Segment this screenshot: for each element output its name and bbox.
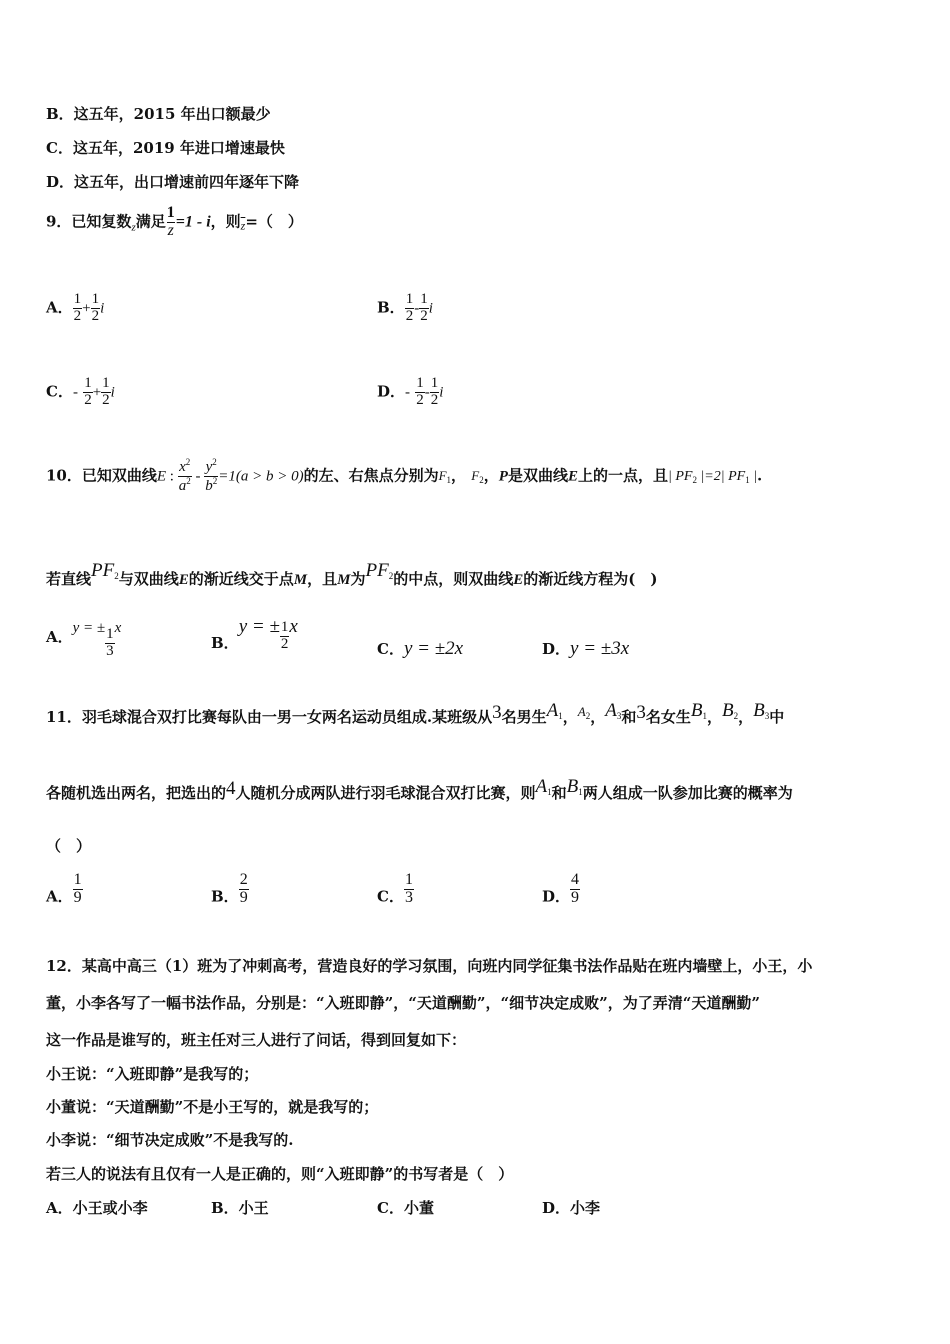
q9-zbar: z [240, 218, 246, 233]
q10-option-b: B．y = ± $\frac{1}{2}$ x [211, 616, 298, 652]
q10-option-a: A．y = ± $\frac{1}{3}$ x [46, 620, 122, 659]
q12-option-b: B．小王 [211, 1199, 269, 1217]
q12-option-c: C．小董 [377, 1199, 434, 1217]
q12-line2: 董，小李各写了一幅书法作品，分别是：“入班即静”，“天道酬勤”，“细节决定成败”，为了弄清“天道酬勤” [46, 994, 761, 1012]
q12-line4: 小王说：“入班即静”是我写的； [46, 1065, 259, 1083]
q11-option-b: B． $\frac{2}{9}$ [211, 871, 248, 906]
q10-f2: $F_2$ [471, 468, 484, 486]
q9-stem-c: ，则 [210, 212, 241, 231]
q10-option-d: D．y = ±3x [542, 638, 630, 659]
q10-stem-line1: 10．已知双曲线E : $\frac{x^2}{a^2}$ - $\frac{y^2}{b^2}$ =1(a > b > 0)的左、右焦点分别为$F_1$， $F_2$，P是双曲线E上的一点，且| $PF_2$ |=2| $PF_1$ |. [46, 457, 763, 494]
q12-line3: 这一作品是谁写的，班主任对三人进行了问话，得到回复如下： [46, 1031, 467, 1049]
q9-option-c: C．- $\frac{1}{2}$ + $\frac{1}{2}$ i [46, 375, 115, 408]
q10-f1: $F_1$ [438, 468, 452, 486]
q10-option-c: C．y = ±2x [377, 638, 464, 659]
q10-abs-expr: | $PF_2$ |=2| $PF_1$ | [667, 469, 758, 486]
q9-var-z: z [131, 221, 136, 234]
q8-option-b: B．这五年，2015 年出口额最少 [46, 105, 271, 123]
q12-line6: 小李说：“细节决定成败”不是我写的. [46, 1131, 294, 1149]
q8-option-d: D．这五年，出口增速前四年逐年下降 [46, 173, 300, 191]
q9-option-b: B． $\frac{1}{2}$ - $\frac{1}{2}$ i [377, 291, 433, 324]
q12-line7: 若三人的说法有且仅有一人是正确的，则“入班即静”的书写者是（ ） [46, 1165, 514, 1183]
q11-stem-line2: 各随机选出两名，把选出的4人随机分成两队进行羽毛球混合双打比赛，则$A_1$和$B_1$两人组成一队参加比赛的概率为 [46, 776, 793, 802]
q10-stem-line2: 若直线$PF_2$与双曲线E的渐近线交于点M，且M为$PF_2$的中点，则双曲线E的渐近线方程为( ) [46, 560, 658, 588]
q11-option-c: C． $\frac{1}{3}$ [377, 871, 413, 906]
q8-option-c: C．这五年，2019 年进口增速最快 [46, 139, 285, 157]
q9-option-d: D．- $\frac{1}{2}$ - $\frac{1}{2}$ i [377, 375, 444, 408]
q9-option-a: A． $\frac{1}{2}$ + $\frac{1}{2}$ i [46, 291, 105, 324]
q9-stem-d: =（ ） [245, 212, 303, 231]
q12-option-a: A．小王或小李 [46, 1199, 148, 1217]
q9-rhs: =1 - i [175, 213, 211, 231]
q11-answer-paren: （ ） [46, 837, 92, 855]
q9-stem-b: 满足 [135, 212, 166, 231]
q11-option-a: A． $\frac{1}{9}$ [46, 871, 82, 906]
q12-line1: 12．某高中高三（1）班为了冲刺高考，营造良好的学习氛围，向班内同学征集书法作品贴在班内墙壁上，小王，小 [46, 957, 813, 975]
q11-stem-line1: 11．羽毛球混合双打比赛每队由一男一女两名运动员组成.某班级从3名男生$A_1$，$A_2$，$A_3$和3名女生$B_1$，$B_2$，$B_3$中 [46, 700, 785, 726]
q12-line5: 小董说：“天道酬勤”不是小王写的，就是我写的； [46, 1098, 379, 1116]
q9-stem [46, 205, 303, 240]
q12-option-d: D．小李 [542, 1199, 601, 1217]
q11-option-d: D． $\frac{4}{9}$ [542, 871, 580, 906]
q9-stem-a: 9．已知复数 [46, 212, 132, 231]
q9-fraction: $\frac{1}{z}$ [166, 204, 175, 239]
